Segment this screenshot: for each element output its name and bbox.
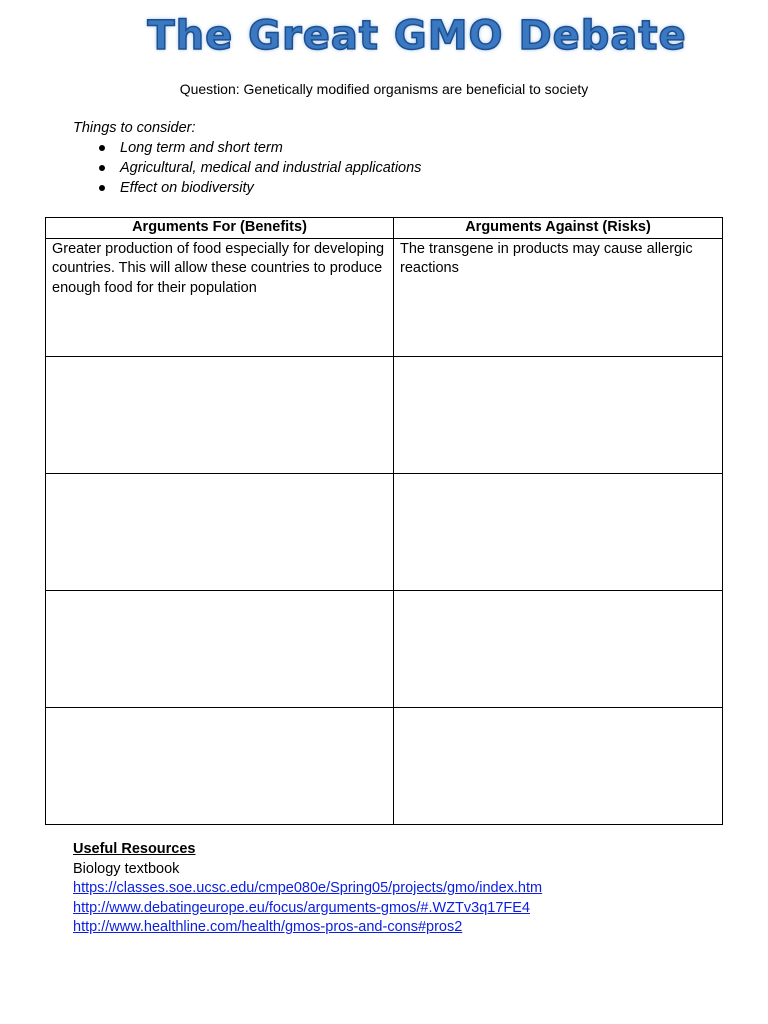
resource-link[interactable]: https://classes.soe.ucsc.edu/cmpe080e/Spring05/projects/gmo/index.htm: [73, 880, 543, 896]
arguments-table: [45, 217, 723, 825]
resource-link[interactable]: http://www.healthline.com/health/gmos-pros-and-cons#pros2: [73, 919, 463, 935]
resources-heading: Useful Resources: [73, 841, 196, 857]
document-title: The Great GMO Debate: [147, 13, 687, 59]
consider-item: [99, 138, 421, 158]
argument-against-cell[interactable]: [394, 590, 723, 707]
bullet-icon: [99, 165, 105, 171]
argument-against-cell[interactable]: [394, 473, 723, 590]
argument-for-cell[interactable]: Greater production of food especially for developing countries. This will allow these countries to produce enough food for their population: [46, 238, 394, 356]
resource-link[interactable]: http://www.debatingeurope.eu/focus/arguments-gmos/#.WZTv3q17FE4: [73, 899, 530, 916]
argument-against-cell[interactable]: The transgene in products may cause allergic reactions: [394, 238, 723, 356]
bullet-icon: [99, 185, 105, 191]
argument-for-cell[interactable]: [46, 356, 394, 473]
table-header-row: [46, 218, 723, 239]
resources-section: [73, 840, 542, 938]
resource-item: Biology textbook: [73, 860, 180, 877]
bullet-icon: [99, 145, 105, 151]
argument-against-cell[interactable]: [394, 356, 723, 473]
table-row: [46, 590, 723, 707]
argument-for-cell[interactable]: [46, 707, 394, 824]
consider-list: [99, 138, 421, 198]
consider-item-text: Long term and short term: [120, 140, 283, 156]
consider-item-text: Agricultural, medical and industrial applications: [120, 160, 422, 176]
header-arguments-against: Arguments Against (Risks): [394, 218, 723, 239]
header-arguments-for: Arguments For (Benefits): [46, 218, 394, 239]
table-row: [46, 238, 723, 356]
consider-item: [99, 178, 421, 198]
table-row: [46, 473, 723, 590]
argument-against-cell[interactable]: [394, 707, 723, 824]
consider-heading: Things to consider:: [73, 120, 196, 136]
table-row: [46, 707, 723, 824]
table-row: [46, 356, 723, 473]
argument-for-cell[interactable]: [46, 473, 394, 590]
consider-item-text: Effect on biodiversity: [120, 180, 254, 196]
debate-question: Question: Genetically modified organisms are beneficial to society: [179, 81, 589, 97]
argument-for-cell[interactable]: [46, 590, 394, 707]
consider-item: [99, 158, 421, 178]
